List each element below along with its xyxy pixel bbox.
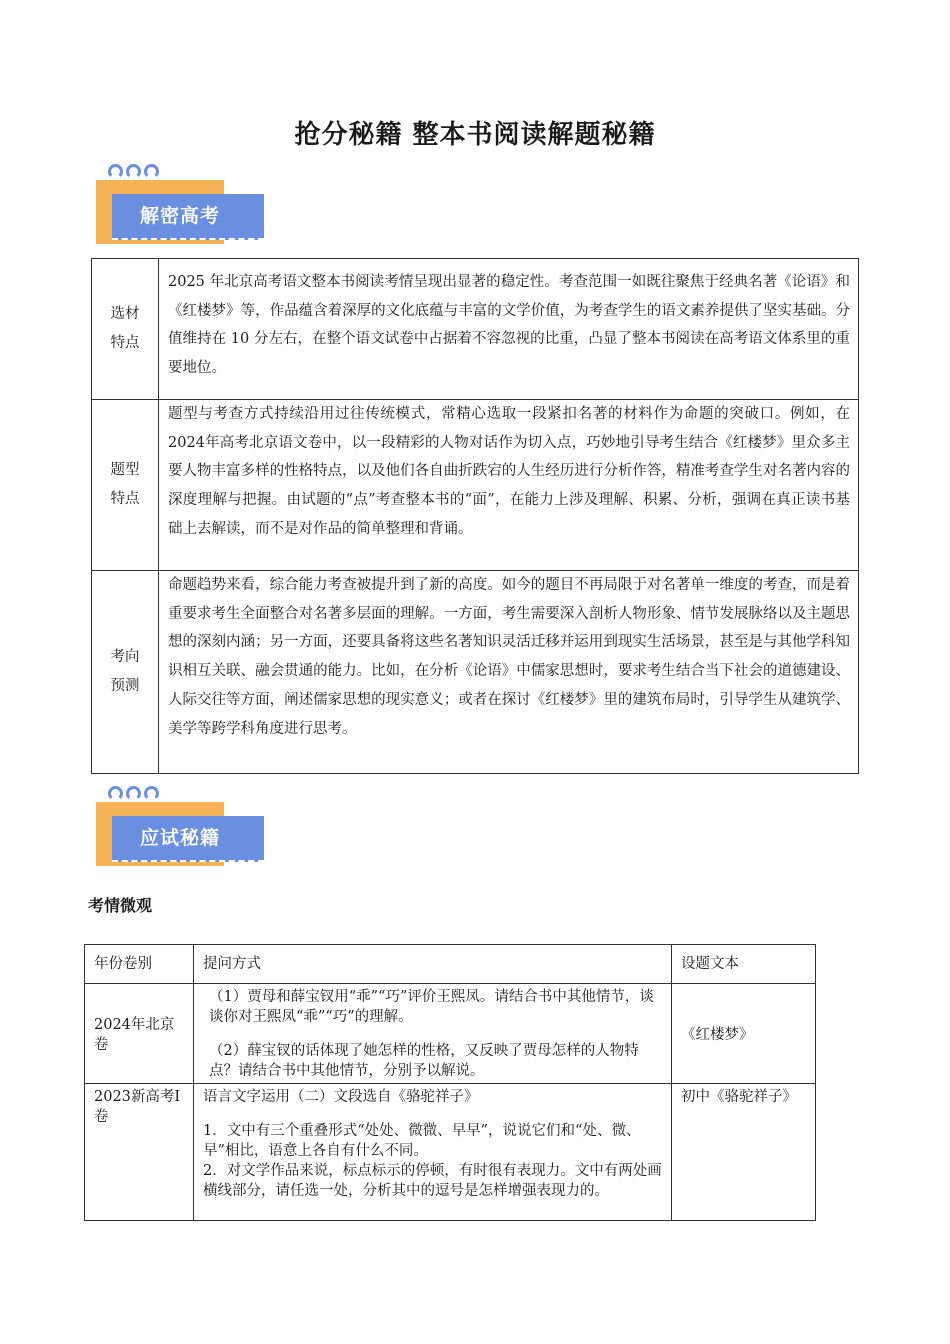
- table-row: [92, 259, 859, 400]
- overview-table: [91, 258, 859, 774]
- table-row: [85, 984, 816, 1084]
- row-label: [92, 259, 159, 400]
- question-item: （2）薛宝钗的话体现了她怎样的性格，又反映了贾母怎样的人物特点？请结合书中其他情节，分别予以解说。: [209, 1043, 639, 1079]
- banner-label: 解密高考: [112, 194, 264, 240]
- header-text: 设题文本: [672, 945, 816, 984]
- table-row: [85, 1084, 816, 1221]
- cell-year: 2023新高考Ⅰ卷: [85, 1084, 194, 1221]
- table-header-row: [85, 945, 816, 984]
- binder-ring-icon: [108, 786, 123, 801]
- spacer: [203, 1027, 662, 1041]
- question-intro: 语言文字运用（二）文段选自《骆驼祥子》: [203, 1089, 479, 1105]
- binder-ring-icon: [108, 164, 123, 179]
- table-row: [92, 400, 859, 571]
- header-question: 提问方式: [194, 945, 672, 984]
- subheading: 考情微观: [88, 896, 153, 915]
- question-item: （1）贾母和薛宝钗用“乖”“巧”评价王熙凤。请结合书中其他情节，谈谈你对王熙凤“乖”“巧”的理解。: [209, 989, 654, 1025]
- header-year: 年份卷别: [85, 945, 194, 984]
- question-item: 2．对文学作品来说，标点标示的停顿，有时很有表现力。文中有两处画横线部分，请任选一处，分析其中的逗号是怎样增强表现力的。: [203, 1163, 662, 1199]
- cell-text: 初中《骆驼祥子》: [672, 1084, 816, 1221]
- cell-year: 2024年北京卷: [85, 984, 194, 1084]
- exam-table: [84, 944, 816, 1221]
- row-label: [92, 571, 159, 774]
- row-label-line: 特点: [110, 335, 140, 351]
- table-row: [92, 571, 859, 774]
- page-title: 抢分秘籍 整本书阅读解题秘籍: [294, 120, 656, 150]
- row-label-line: 预测: [110, 678, 140, 694]
- row-text: 题型与考查方式持续沿用过往传统模式，常精心选取一段紧扣名著的材料作为命题的突破口。例如，在2024年高考北京语文卷中，以一段精彩的人物对话作为切入点，巧妙地引导考生结合《红楼梦》里众多主要人物丰富多样的性格特点，以及他们各自曲折跌宕的人生经历进行分析作答，精准考查学生对名著内容的深度理解与把握。由试题的“点”考查整本书的“面”，在能力上涉及理解、积累、分析，强调在真正读书基础上去解读，而不是对作品的简单整理和背诵。: [159, 400, 859, 571]
- binder-ring-icon: [126, 786, 141, 801]
- binder-ring-icon: [144, 786, 159, 801]
- row-text: 命题趋势来看，综合能力考查被提升到了新的高度。如今的题目不再局限于对名著单一维度的考查，而是着重要求考生全面整合对名著多层面的理解。一方面，考生需要深入剖析人物形象、情节发展脉络以及主题思想的深刻内涵；另一方面，还要具备将这些名著知识灵活迁移并运用到现实生活场景，甚至是与其他学科知识相互关联、融会贯通的能力。比如，在分析《论语》中儒家思想时，要求考生结合当下社会的道德建设、人际交往等方面，阐述儒家思想的现实意义；或者在探讨《红楼梦》里的建筑布局时，引导学生从建筑学、美学等跨学科角度进行思考。: [159, 571, 859, 774]
- spacer: [203, 1107, 662, 1121]
- row-label-line: 题型: [110, 462, 140, 478]
- row-label-line: 特点: [110, 491, 140, 507]
- cell-question: [194, 1084, 672, 1221]
- row-label: [92, 400, 159, 571]
- cell-text: 《红楼梦》: [672, 984, 816, 1084]
- section-banner-decode: [94, 164, 270, 248]
- section-banner-exam: [94, 786, 270, 870]
- question-item: 1．文中有三个重叠形式“处处、微微、早早”，说说它们和“处、微、早”相比，语意上各自有什么不同。: [203, 1123, 641, 1159]
- banner-label: 应试秘籍: [112, 816, 264, 862]
- row-label-line: 考向: [110, 649, 140, 665]
- row-label-line: 选材: [110, 306, 140, 322]
- cell-question: [194, 984, 672, 1084]
- binder-ring-icon: [126, 164, 141, 179]
- row-text: 2025 年北京高考语文整本书阅读考情呈现出显著的稳定性。考查范围一如既往聚焦于经典名著《论语》和《红楼梦》等，作品蕴含着深厚的文化底蕴与丰富的文学价值，为考查学生的语文素养提供了坚实基础。分值维持在 10 分左右，在整个语文试卷中占据着不容忽视的比重，凸显了整本书阅读在高考语文体系里的重要地位。: [159, 259, 859, 400]
- binder-ring-icon: [144, 164, 159, 179]
